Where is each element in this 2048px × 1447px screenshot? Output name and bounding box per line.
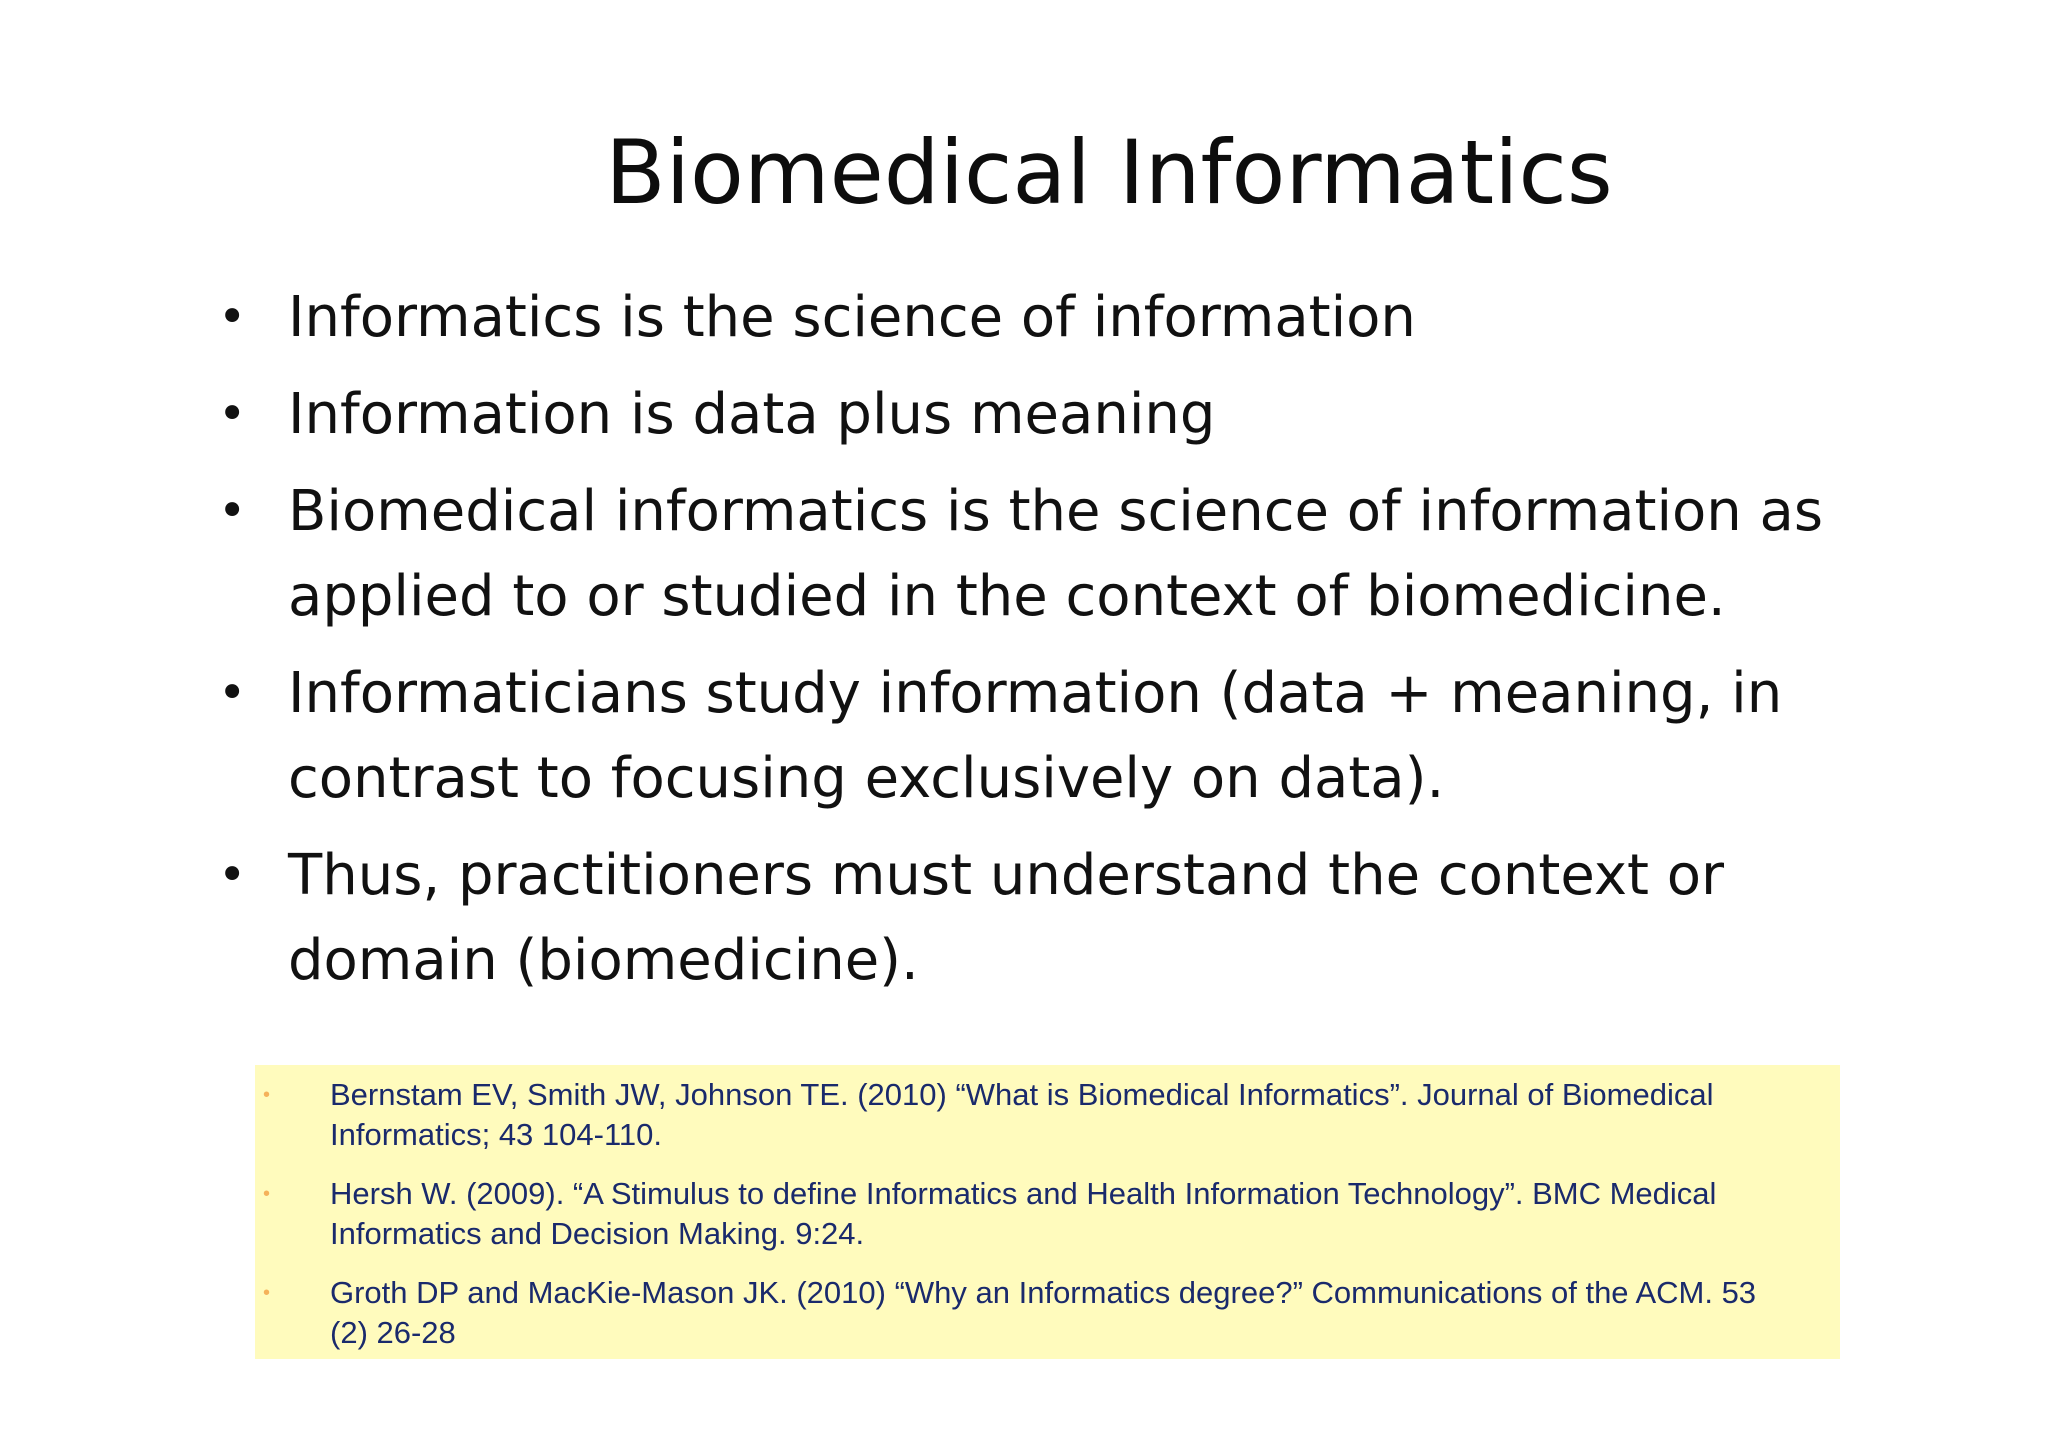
bullet-item [218, 372, 1858, 457]
reference-item [255, 1174, 1840, 1254]
reference-marker: • [263, 1084, 271, 1106]
reference-text: Bernstam EV, Smith JW, Johnson TE. (2010) “What is Biomedical Informatics”. Journal of Biomedical Informatics; 43 104-110. [330, 1077, 1714, 1152]
bullet-item [218, 469, 1858, 639]
slide-title: Biomedical Informatics [605, 121, 1613, 224]
reference-text: Hersh W. (2009). “A Stimulus to define Informatics and Health Information Technology”. BMC Medical Informatics and Decision Making. 9:24. [330, 1176, 1717, 1251]
reference-text: Groth DP and MacKie-Mason JK. (2010) “Why an Informatics degree?” Communications of the ACM. 53 (2) 26-28 [330, 1275, 1757, 1350]
bullet-item [218, 833, 1858, 1003]
bullet-marker: • [218, 665, 247, 721]
bullet-text: Information is data plus meaning [288, 382, 1216, 447]
bullet-text: Biomedical informatics is the science of information as applied to or studied in the context of biomedicine. [288, 479, 1824, 629]
bullet-item [218, 651, 1858, 821]
references-box [255, 1065, 1840, 1359]
bullet-text: Informaticians study information (data + meaning, in contrast to focusing exclusively on data). [288, 661, 1783, 811]
bullet-text: Thus, practitioners must understand the context or domain (biomedicine). [288, 843, 1725, 993]
reference-item [255, 1273, 1840, 1353]
bullet-text: Informatics is the science of information [288, 285, 1416, 350]
bullet-marker: • [218, 847, 247, 903]
bullet-list [218, 275, 1858, 1015]
reference-marker: • [263, 1282, 271, 1304]
bullet-marker: • [218, 386, 247, 442]
bullet-item [218, 275, 1858, 360]
bullet-marker: • [218, 289, 247, 345]
reference-item [255, 1075, 1840, 1155]
reference-marker: • [263, 1183, 271, 1205]
bullet-marker: • [218, 483, 247, 539]
